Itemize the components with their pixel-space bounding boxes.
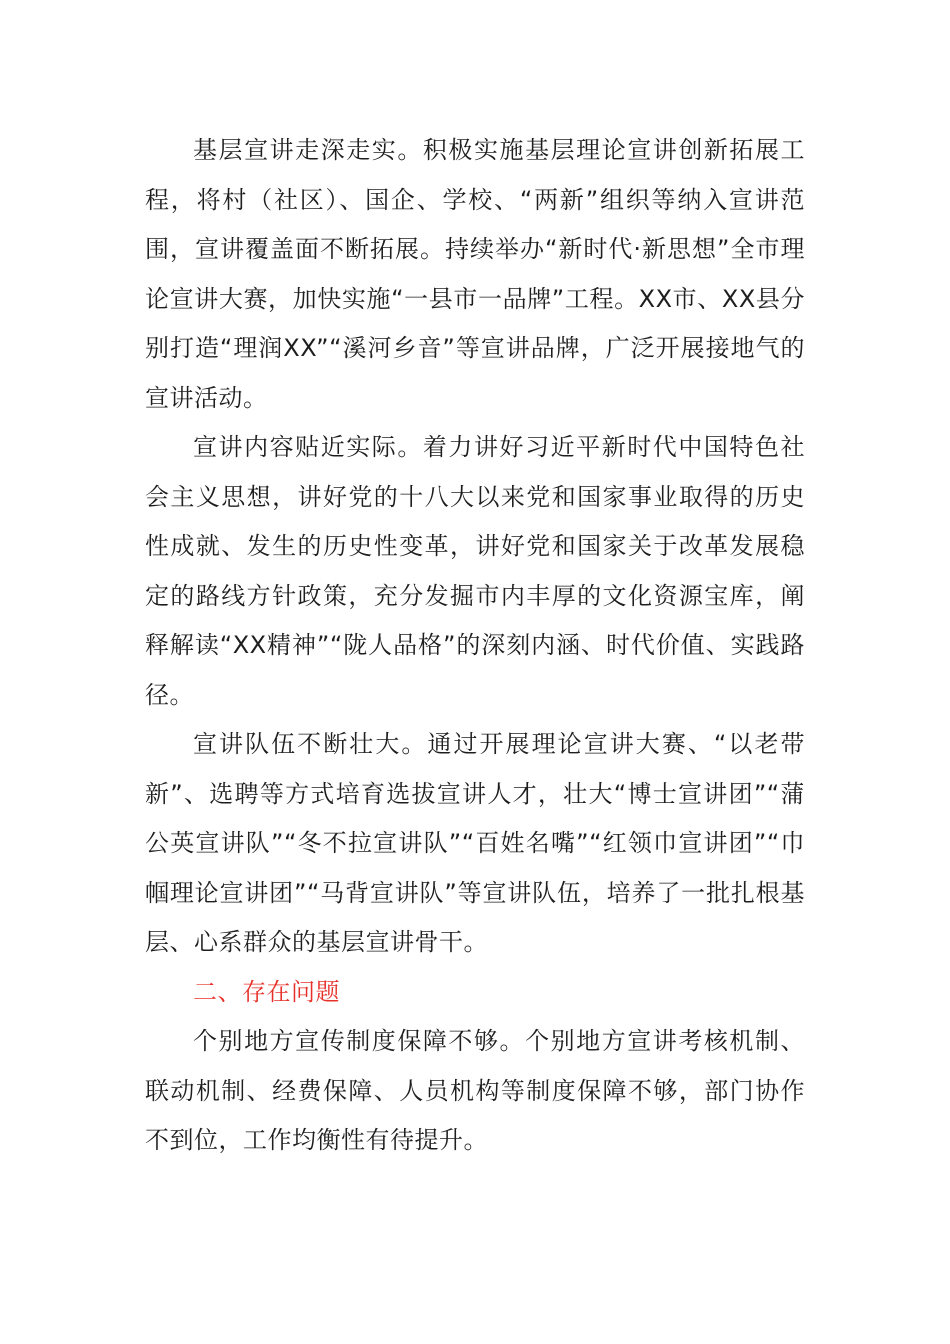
- section-heading-problems: 二、存在问题: [193, 977, 340, 1006]
- paragraph-system-guarantee: 个别地方宣传制度保障不够。个别地方宣讲考核机制、联动机制、经费保障、人员机构等制度保障不够，部门协作不到位，工作均衡性有待提升。: [145, 1027, 805, 1154]
- document-body: [145, 126, 805, 1166]
- paragraph-lecture-content: 宣讲内容贴近实际。着力讲好习近平新时代中国特色社会主义思想，讲好党的十八大以来党和国家事业取得的历史性成就、发生的历史性变革，讲好党和国家关于改革发展稳定的路线方针政策，充分发掘市内丰厚的文化资源宝库，阐释解读“XX精神”“陇人品格”的深刻内涵、时代价值、实践路径。: [145, 433, 805, 709]
- paragraph-lecture-teams: 宣讲队伍不断壮大。通过开展理论宣讲大赛、“以老带新”、选聘等方式培育选拔宣讲人才，壮大“博士宣讲团”“蒲公英宣讲队”“冬不拉宣讲队”“百姓名嘴”“红领巾宣讲团”“巾帼理论宣讲团”“马背宣讲队”等宣讲队伍，培养了一批扎根基层、心系群众的基层宣讲骨干。: [145, 730, 805, 956]
- paragraph-grassroots-lectures: 基层宣讲走深走实。积极实施基层理论宣讲创新拓展工程，将村（社区）、国企、学校、“两新”组织等纳入宣讲范围，宣讲覆盖面不断拓展。持续举办“新时代·新思想”全市理论宣讲大赛，加快实施“一县市一品牌”工程。XX市、XX县分别打造“理润XX”“溪河乡音”等宣讲品牌，广泛开展接地气的宣讲活动。: [145, 136, 805, 412]
